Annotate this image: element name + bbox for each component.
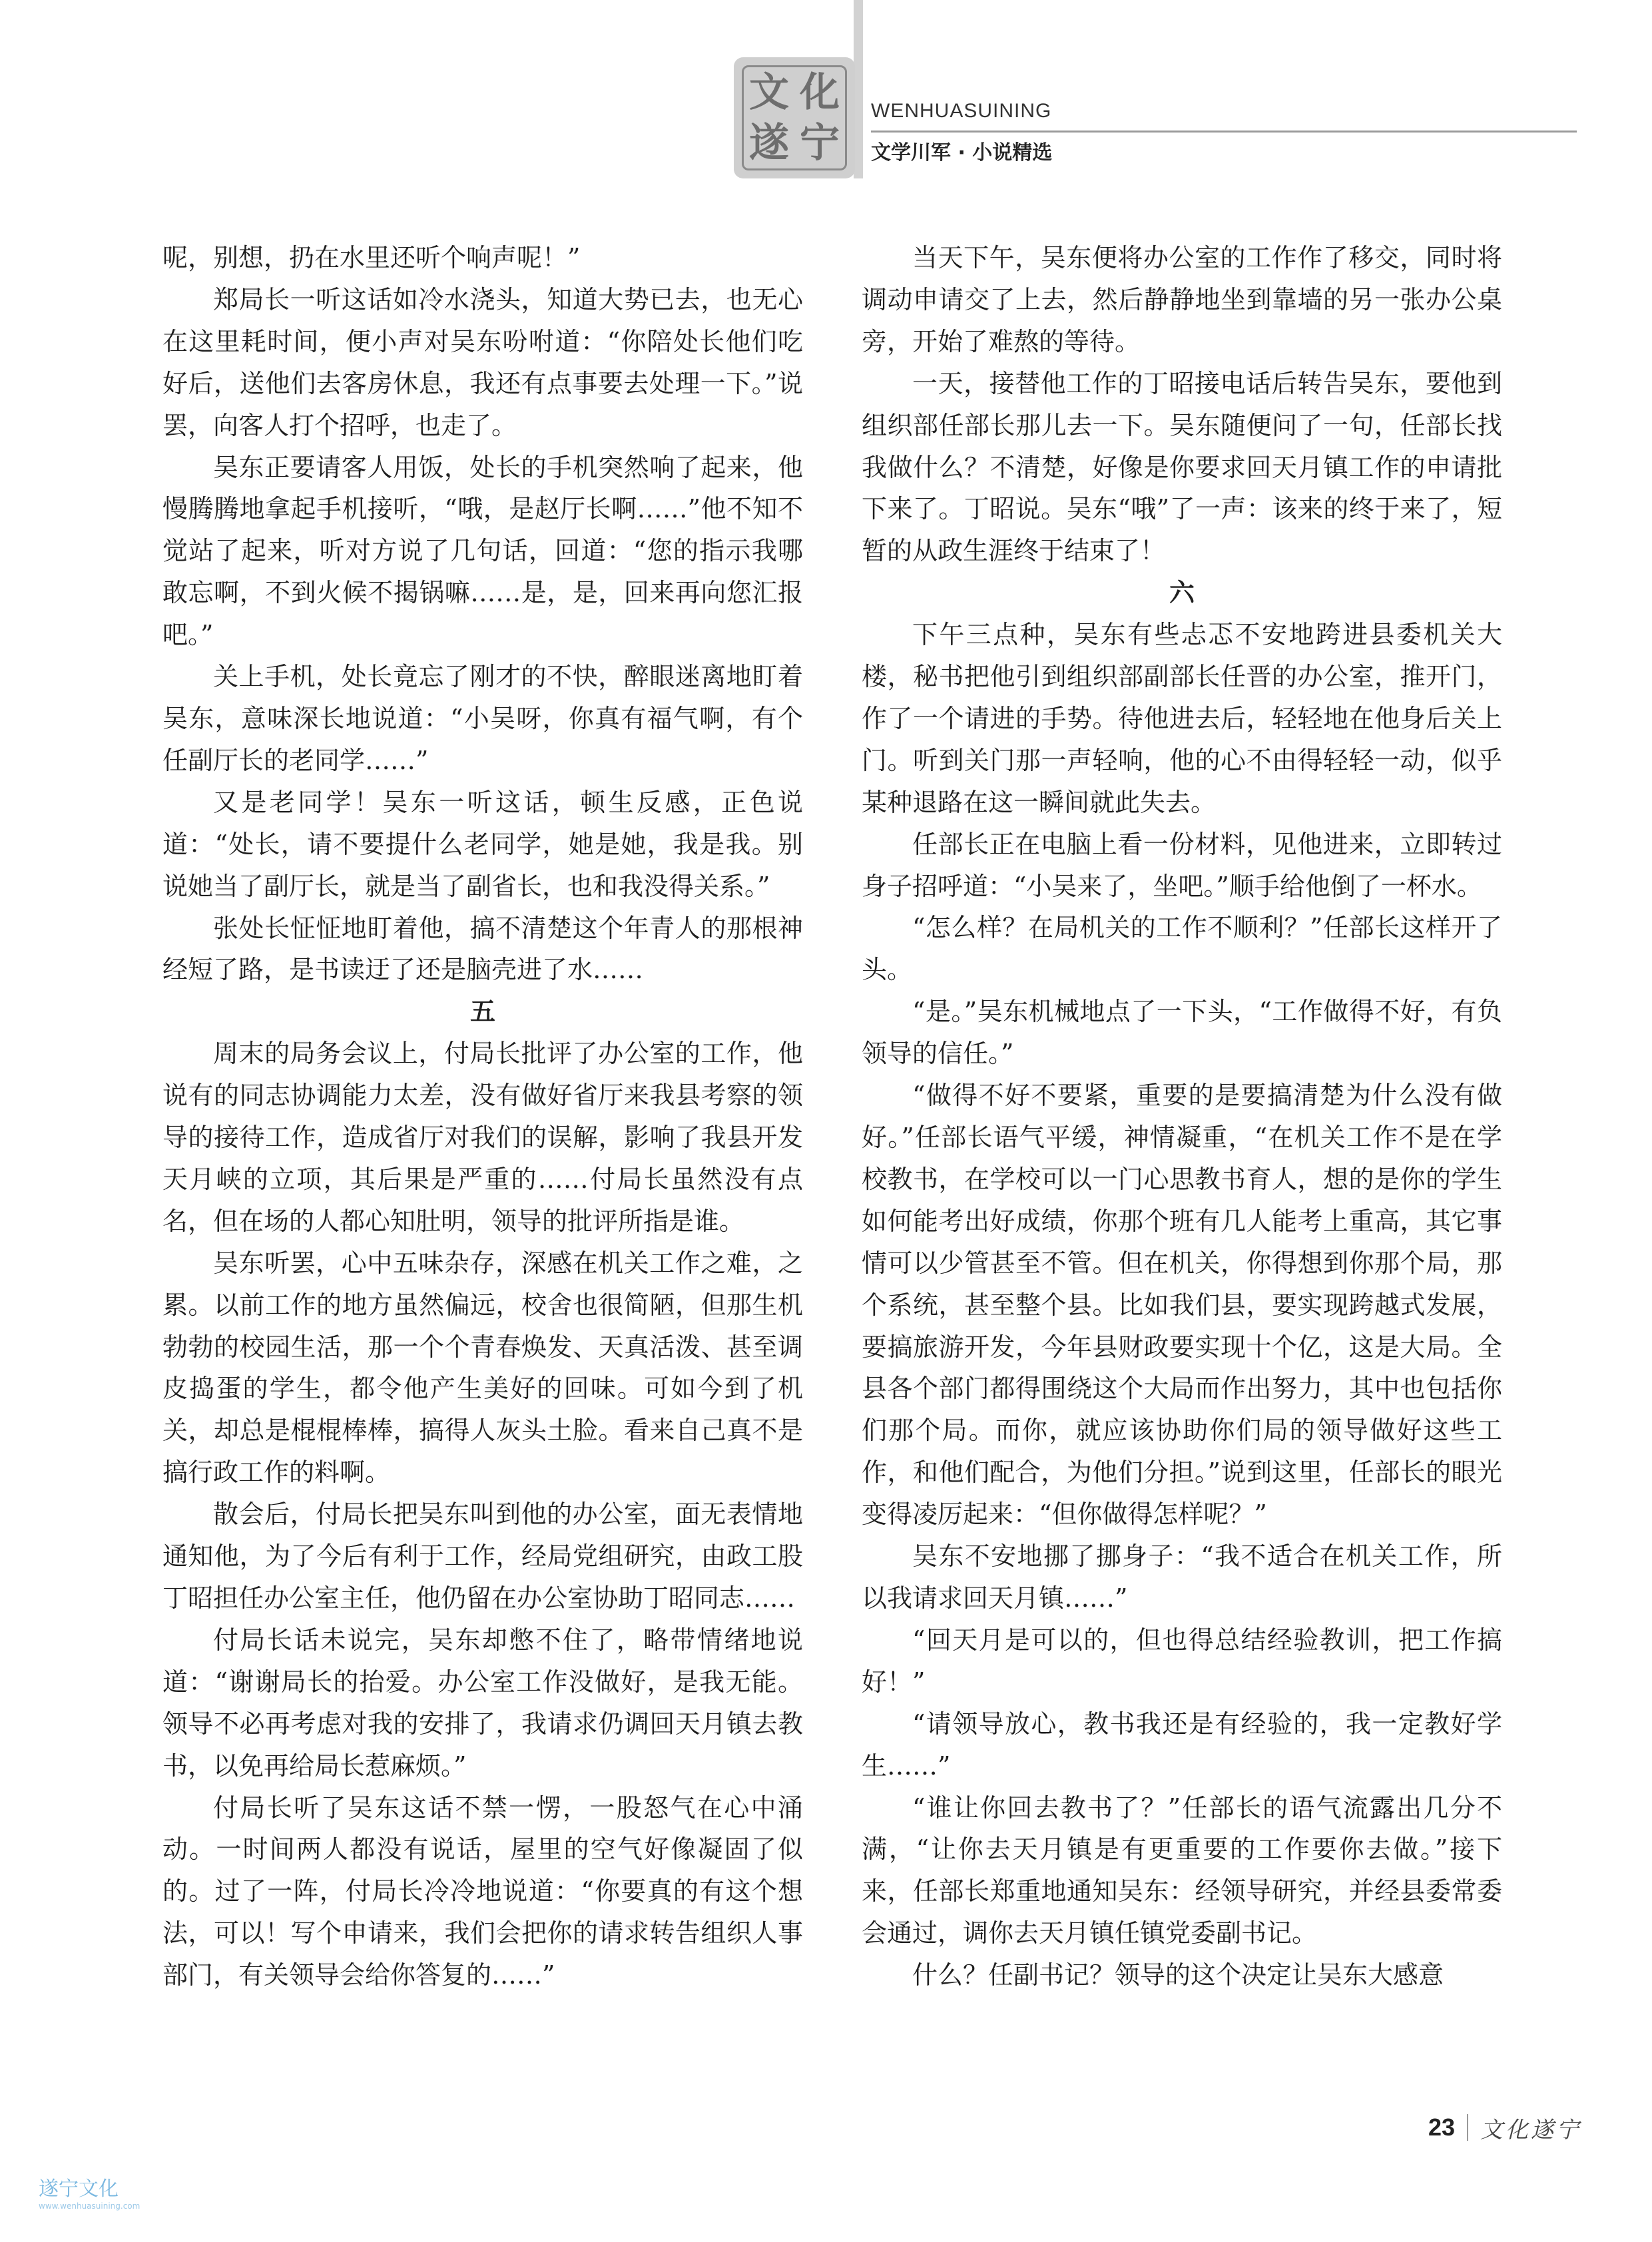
section-title: 文学川军 · 小说精选: [871, 141, 1053, 164]
brand-english-name: WENHUASUINING: [871, 100, 1052, 122]
left-text-column: [162, 237, 803, 1996]
paragraph: 吴东听罢，心中五味杂存，深感在机关工作之难，之累。以前工作的地方虽然偏远，校舍也很简陋，但那生机勃勃的校园生活，那一个个青春焕发、天真活泼、甚至调皮捣蛋的学生，都令他产生美好的回味。可如今到了机关，却总是棍棍棒棒，搞得人灰头土脸。看来自己真不是搞行政工作的料啊。: [162, 1248, 803, 1488]
section-heading: 六: [1169, 577, 1195, 608]
paragraph: 吴东不安地挪了挪身子：“我不适合在机关工作，所以我请求回天月镇……”: [862, 1541, 1502, 1613]
paragraph: 当天下午，吴东便将办公室的工作作了移交，同时将调动申请交了上去，然后静静地坐到靠墙的另一张办公桌旁，开始了难熬的等待。: [862, 243, 1502, 356]
logo-char: 化: [800, 69, 840, 116]
header-divider-bar: [854, 0, 863, 178]
paragraph: “请领导放心，教书我还是有经验的，我一定教好学生……”: [862, 1709, 1502, 1781]
paragraph: “是。”吴东机械地点了一下头，“工作做得不好，有负领导的信任。”: [862, 997, 1502, 1069]
watermark-url: www.wenhuasuining.com: [39, 2201, 140, 2211]
site-watermark: [39, 2172, 140, 2211]
paragraph: 关上手机，处长竟忘了刚才的不快，醉眼迷离地盯着吴东，意味深长地说道：“小吴呀，你真有福气啊，有个任副厅长的老同学……”: [162, 662, 803, 775]
paragraph: “做得不好不要紧，重要的是要搞清楚为什么没有做好。”任部长语气平缓，神情凝重，“在机关工作不是在学校教书，在学校可以一门心思教书育人，想的是你的学生如何能考出好成绩，你那个班有几人能考上重高，其它事情可以少管甚至不管。但在机关，你得想到你那个局，那个系统，甚至整个县。比如我们县，要实现跨越式发展，要搞旅游开发，今年县财政要实现十个亿，这是大局。全县各个部门都得围绕这个大局而作出努力，其中也包括你们那个局。而你，就应该协助你们局的领导做好这些工作，和他们配合，为他们分担。”说到这里，任部长的眼光变得凌厉起来：“但你做得怎样呢？”: [862, 1081, 1502, 1530]
paragraph: 郑局长一听这话如冷水浇头，知道大势已去，也无心在这里耗时间，便小声对吴东吩咐道：“你陪处长他们吃好后，送他们去客房休息，我还有点事要去处理一下。”说罢，向客人打个招呼，也走了。: [162, 284, 803, 440]
page-footer: [1428, 2111, 1581, 2144]
paragraph: 张处长怔怔地盯着他，搞不清楚这个年青人的那根神经短了路，是书读迂了还是脑壳进了水……: [162, 913, 803, 985]
logo-char: 宁: [800, 120, 840, 166]
right-text-column: [862, 237, 1502, 1996]
paragraph: “回天月是可以的，但也得总结经验教训，把工作搞好！”: [862, 1625, 1502, 1697]
paragraph: 散会后，付局长把吴东叫到他的办公室，面无表情地通知他，为了今后有利于工作，经局党组研究，由政工股丁昭担任办公室主任，他仍留在办公室协助丁昭同志……: [162, 1500, 803, 1613]
paragraph: 下午三点种，吴东有些忐忑不安地跨进县委机关大楼，秘书把他引到组织部副部长任晋的办公室，推开门，作了一个请进的手势。待他进去后，轻轻地在他身后关上门。听到关门那一声轻响，他的心不由得轻轻一动，似乎某种退路在这一瞬间就此失去。: [862, 620, 1502, 817]
paragraph: 又是老同学！吴东一听这话，顿生反感，正色说道：“处长，请不要提什么老同学，她是她，我是我。别说她当了副厅长，就是当了副省长，也和我没得关系。”: [162, 787, 803, 901]
watermark-text: 遂宁文化: [39, 2177, 119, 2201]
paragraph: 呢，别想，扔在水里还听个响声呢！”: [162, 243, 581, 272]
paragraph: “怎么样？在局机关的工作不顺利？”任部长这样开了头。: [862, 913, 1502, 985]
header-rule: [871, 131, 1577, 133]
paragraph: 吴东正要请客人用饭，处长的手机突然响了起来，他慢腾腾地拿起手机接听，“哦，是赵厅长啊……”他不知不觉站了起来，听对方说了几句话，回道：“您的指示我哪敢忘啊，不到火候不揭锅嘛……是，是，回来再向您汇报吧。”: [162, 452, 803, 650]
section-heading: 五: [469, 996, 495, 1027]
paragraph: 什么？任副书记？领导的这个决定让吴东大感意: [912, 1960, 1444, 1990]
paragraph: 周末的局务会议上，付局长批评了办公室的工作，他说有的同志协调能力太差，没有做好省厅来我县考察的领导的接待工作，造成省厅对我们的误解，影响了我县开发天月峡的立项，其后果是严重的……付局长虽然没有点名，但在场的人都心知肚明，领导的批评所指是谁。: [162, 1039, 803, 1236]
logo-char: 遂: [749, 120, 789, 166]
paragraph: 任部长正在电脑上看一份材料，见他进来，立即转过身子招呼道：“小吴来了，坐吧。”顺手给他倒了一杯水。: [862, 829, 1502, 901]
paragraph: 付局长听了吴东这话不禁一愣，一股怒气在心中涌动。一时间两人都没有说话，屋里的空气好像凝固了似的。过了一阵，付局长冷冷地说道：“你要真的有这个想法，可以！写个申请来，我们会把你的请求转告组织人事部门，有关领导会给你答复的……”: [162, 1793, 803, 1990]
paragraph: 付局长话未说完，吴东却憋不住了，略带情绪地说道：“谢谢局长的抬爱。办公室工作没做好，是我无能。领导不必再考虑对我的安排了，我请求仍调回天月镇去教书，以免再给局长惹麻烦。”: [162, 1625, 803, 1781]
page-number: 23: [1428, 2113, 1456, 2141]
logo-char: 文: [749, 69, 789, 116]
paragraph: “谁让你回去教书了？”任部长的语气流露出几分不满，“让你去天月镇是有更重要的工作要你去做。”接下来，任部长郑重地通知吴东：经领导研究，并经县委常委会通过，调你去天月镇任镇党委副书记。: [862, 1793, 1502, 1948]
footer-magazine-title: 文化遂宁: [1480, 2116, 1582, 2143]
paragraph: 一天，接替他工作的丁昭接电话后转告吴东，要他到组织部任部长那儿去一下。吴东随便问了一句，任部长找我做什么？不清楚，好像是你要求回天月镇工作的申请批下来了。丁昭说。吴东“哦”了一声：该来的终于来了，短暂的从政生涯终于结束了！: [862, 368, 1502, 566]
footer-separator: [1467, 2114, 1468, 2141]
magazine-logo: [734, 57, 855, 178]
logo-seal: [742, 65, 847, 170]
